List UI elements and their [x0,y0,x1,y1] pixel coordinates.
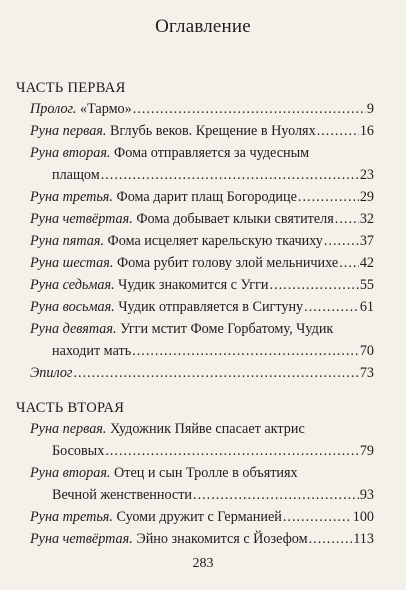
entry-text: Фома исцеляет карельскую ткачиху [104,233,323,249]
entry-text: Вглубь веков. Крещение в Нуолях [106,123,316,139]
entry-page: 37 [359,233,374,249]
entry-page: 23 [359,167,374,183]
entry-rune: Руна пятая. [30,233,104,249]
entry-continuation: Вечной женственности [52,487,193,503]
entry-rune: Руна первая. [30,123,107,139]
entry-page: 29 [359,189,374,205]
entry-text: Чудик знакомится с Угги [114,277,269,293]
dot-leader [73,362,358,384]
entry-rune: Руна четвёртая. [30,531,133,547]
dot-leader [193,484,359,506]
toc-entry [30,186,374,208]
part-heading: ЧАСТЬ ВТОРАЯ [16,400,125,416]
entry-continuation: плащом [52,167,100,183]
entry-text: Фома дарит плащ Богородице [112,189,297,205]
entry-rune: Руна четвёртая. [30,211,133,227]
entry-rune: Пролог. [30,101,77,117]
entry-rune: Руна седьмая. [30,277,115,293]
dot-leader [317,120,359,142]
page-title: Оглавление [155,16,251,37]
toc-entry [30,252,374,274]
entry-text: Фома отправляется за чудесным [110,145,310,161]
page-number: 283 [192,556,214,571]
entry-text: Художник Пяйве спасает актрис [106,421,305,437]
dot-leader [304,296,359,318]
dot-leader [309,528,353,550]
entry-rune: Руна третья. [30,509,113,525]
toc-entry [30,362,374,384]
entry-page: 73 [359,365,374,381]
toc-entry [30,528,374,550]
toc-entry [30,274,374,296]
entry-page: 55 [359,277,374,293]
entry-text: Отец и сын Тролле в объятиях [110,465,298,481]
entry-page: 32 [359,211,374,227]
toc-entry [30,506,374,528]
toc-entry [30,98,374,120]
entry-rune: Руна восьмая. [30,299,115,315]
dot-leader [283,506,352,528]
dot-leader [101,164,359,186]
entry-text: «Тармо» [76,101,132,117]
part-heading: ЧАСТЬ ПЕРВАЯ [16,80,126,96]
entry-page: 100 [352,509,374,525]
toc-entry [30,230,374,252]
entry-page: 113 [353,531,374,547]
entry-text: Фома добывает клыки святителя [132,211,334,227]
dot-leader [270,274,359,296]
toc-entry [30,296,374,318]
entry-rune: Руна вторая. [30,145,111,161]
dot-leader [132,340,359,362]
entry-rune: Эпилог [30,365,73,381]
entry-page: 70 [359,343,374,359]
entry-page: 93 [359,487,374,503]
entry-text: Угги мстит Фоме Горбатому, Чудик [116,321,334,337]
toc-entry [30,142,374,186]
toc-entry [30,462,374,506]
dot-leader [335,208,359,230]
toc-entry [30,120,374,142]
toc-entry [30,208,374,230]
entry-page: 9 [366,101,374,117]
dot-leader [339,252,359,274]
entry-rune: Руна девятая. [30,321,117,337]
dot-leader [133,98,366,120]
dot-leader [298,186,359,208]
entry-rune: Руна третья. [30,189,113,205]
entry-page: 16 [359,123,374,139]
toc-entry [30,318,374,362]
entry-rune: Руна первая. [30,421,107,437]
entry-text: Эйно знакомится с Йозефом [132,531,308,547]
entry-page: 79 [359,443,374,459]
toc-entry [30,418,374,462]
entry-rune: Руна вторая. [30,465,111,481]
entry-rune: Руна шестая. [30,255,114,271]
entry-text: Фома рубит голову злой мельничихе [113,255,339,271]
entry-page: 42 [359,255,374,271]
entry-text: Чудик отправляется в Сигтуну [114,299,304,315]
entry-text: Суоми дружит с Германией [112,509,282,525]
entry-page: 61 [359,299,374,315]
dot-leader [324,230,359,252]
entry-continuation: Босовых [52,443,105,459]
dot-leader [105,440,359,462]
entry-continuation: находит мать [52,343,132,359]
